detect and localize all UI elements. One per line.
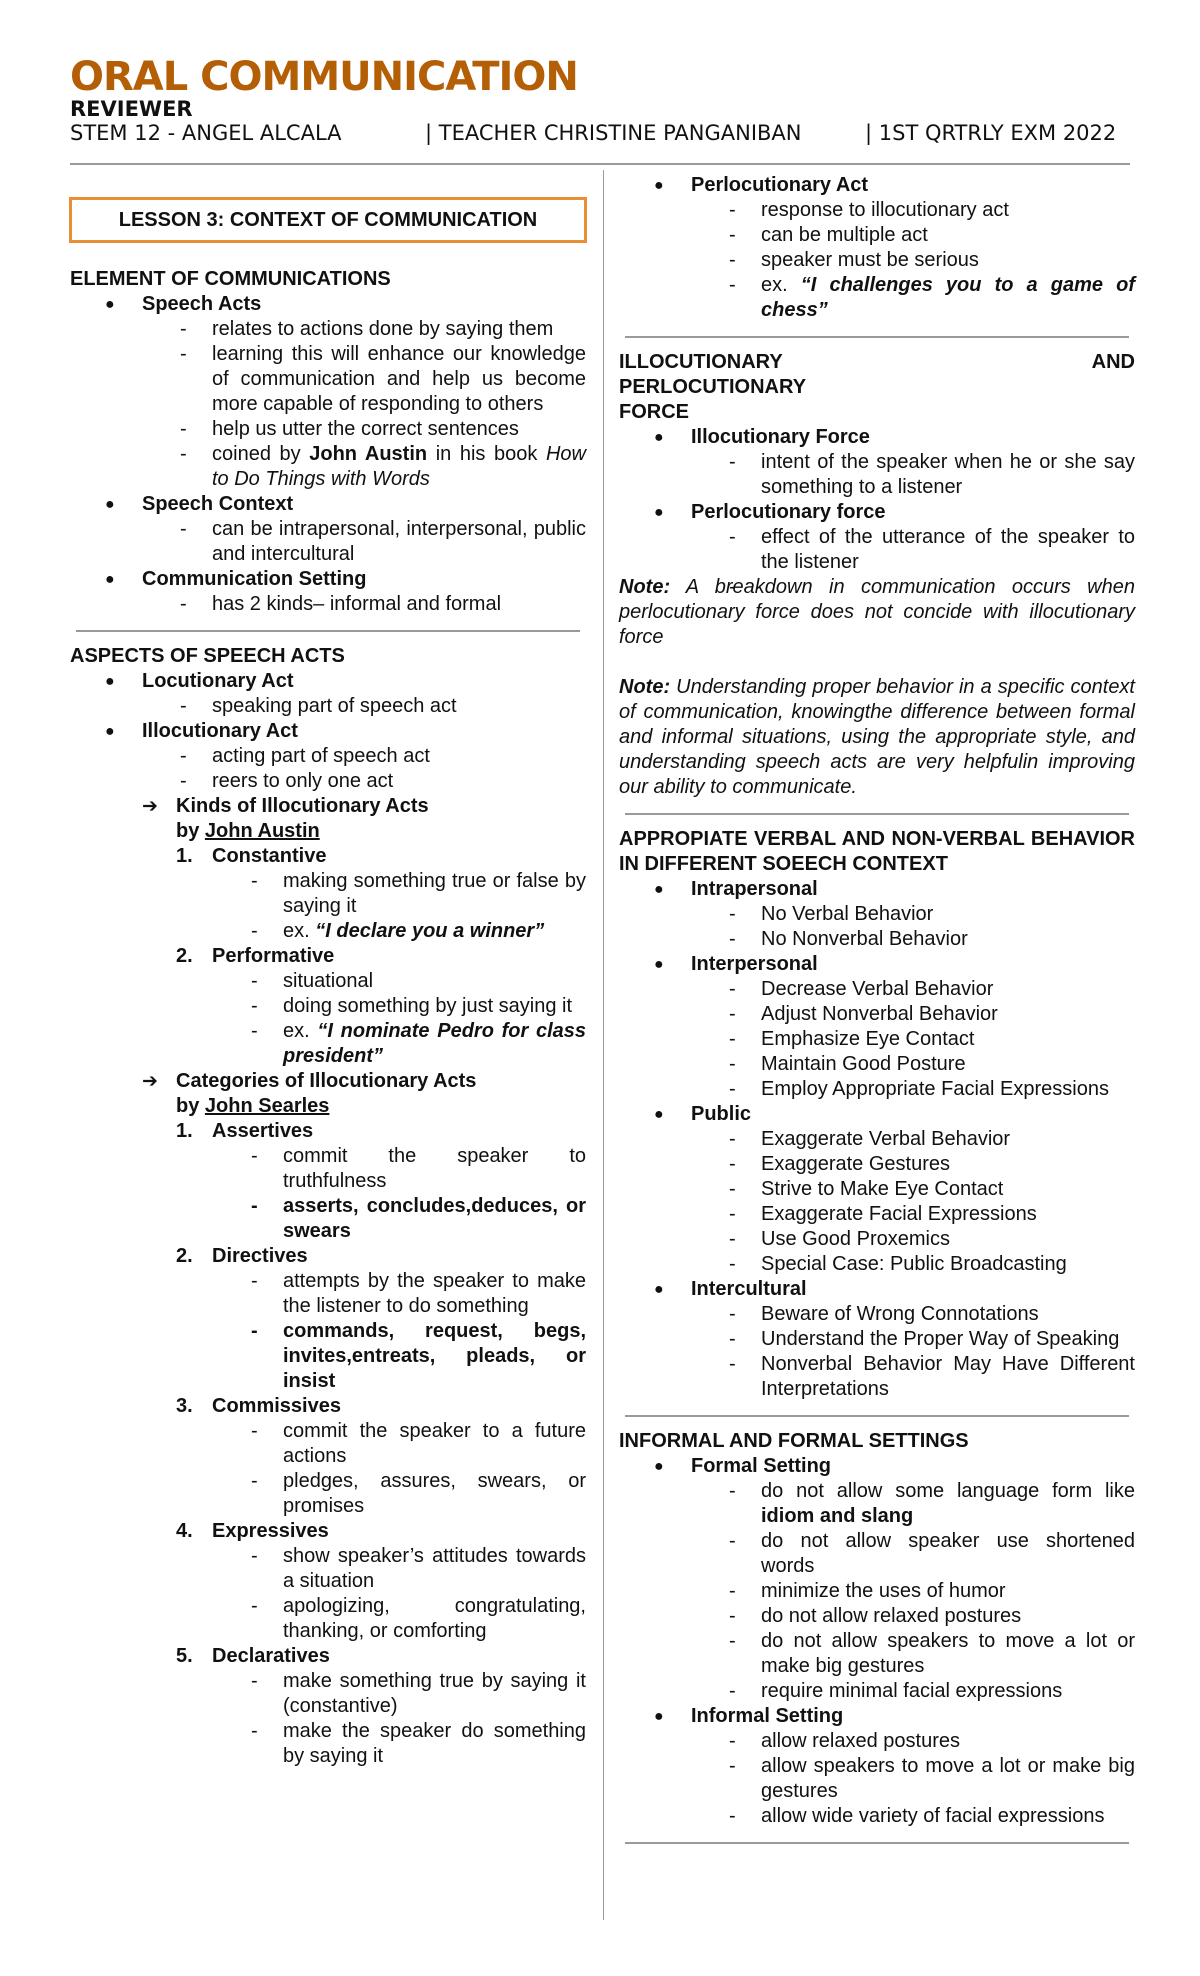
section-divider — [625, 336, 1129, 338]
dash-item: - Maintain Good Posture — [619, 1052, 1135, 1077]
dash-item: - Emphasize Eye Contact — [619, 1027, 1135, 1052]
dash-item: - can be multiple act — [619, 223, 1135, 248]
dash-item: - doing something by just saying it — [70, 994, 586, 1019]
section-heading-settings: INFORMAL AND FORMAL SETTINGS — [619, 1430, 969, 1452]
lesson-title: LESSON 3: CONTEXT OF COMMUNICATION — [118, 208, 538, 231]
dash-item: - Understand the Proper Way of Speaking — [619, 1327, 1135, 1352]
dash-item: - can be intrapersonal, interpersonal, public and intercultural — [70, 517, 586, 567]
numbered-performative: 2. Performative — [176, 945, 335, 967]
dash-item: - Adjust Nonverbal Behavior — [619, 1002, 1135, 1027]
section-heading-force: ILLOCUTIONARY AND PERLOCUTIONARY FORCE — [619, 351, 1135, 423]
dash-item: - response to illocutionary act — [619, 198, 1135, 223]
dash-item: - intent of the speaker when he or she say something to a listener — [619, 450, 1135, 500]
bullet-illocutionary-force: ● Illocutionary Force — [619, 425, 1135, 450]
header-teacher: | TEACHER CHRISTINE PANGANIBAN — [425, 121, 802, 145]
lesson-box — [69, 197, 587, 243]
section-divider — [625, 1415, 1129, 1417]
bullet-speech-acts: ● Speech Acts — [70, 292, 586, 317]
dash-item: - situational — [70, 969, 586, 994]
section-heading-elements: ELEMENT OF COMMUNICATIONS — [70, 268, 391, 290]
dash-item-coined: - coined by John Austin in his book How to Do Things with Words — [70, 442, 586, 492]
dash-item: - Exaggerate Verbal Behavior — [619, 1127, 1135, 1152]
bullet-formal-setting: ● Formal Setting — [619, 1454, 1135, 1479]
dash-item: - Nonverbal Behavior May Have Different Interpretations — [619, 1352, 1135, 1402]
numbered-directives: 2. Directives — [176, 1245, 308, 1267]
section-divider — [625, 813, 1129, 815]
arrow-categories-of-illocutionary: ➔ Categories of Illocutionary Acts by John Searles — [70, 1069, 586, 1119]
dash-item: - speaker must be serious — [619, 248, 1135, 273]
dash-item: - Use Good Proxemics — [619, 1227, 1135, 1252]
dash-item: - reers to only one act — [70, 769, 586, 794]
dash-item: - has 2 kinds– informal and formal — [70, 592, 586, 617]
dash-item: - do not allow relaxed postures — [619, 1604, 1135, 1629]
dash-item: - make something true by saying it (constantive) — [70, 1669, 586, 1719]
numbered-commissives: 3. Commissives — [176, 1395, 341, 1417]
dash-item-bold: - asserts, concludes,deduces, or swears — [70, 1194, 586, 1244]
dash-item: - help us utter the correct sentences — [70, 417, 586, 442]
dash-item-example: - ex. “I declare you a winner” — [70, 919, 586, 944]
bullet-informal-setting: ● Informal Setting — [619, 1704, 1135, 1729]
bullet-intercultural: ● Intercultural — [619, 1277, 1135, 1302]
dash-item: - Decrease Verbal Behavior — [619, 977, 1135, 1002]
section-divider — [625, 1842, 1129, 1844]
note-behavior: Note: Understanding proper behavior in a specific context of communication, knowingthe difference between formal and informal situations, using the appropriate style, and understanding speech acts are very helpfulin improving our ability to communicate. — [619, 676, 1135, 798]
dash-item: - require minimal facial expressions — [619, 1679, 1135, 1704]
section-heading-behavior: APPROPIATE VERBAL AND NON-VERBAL BEHAVIOR IN DIFFERENT SOEECH CONTEXT — [619, 828, 1135, 875]
bullet-communication-setting: ● Communication Setting — [70, 567, 586, 592]
header-divider — [70, 163, 1130, 165]
dash-item: - speaking part of speech act — [70, 694, 586, 719]
bullet-public: ● Public — [619, 1102, 1135, 1127]
dash-item: - Exaggerate Facial Expressions — [619, 1202, 1135, 1227]
numbered-expressives: 4. Expressives — [176, 1520, 329, 1542]
bullet-illocutionary: ● Illocutionary Act — [70, 719, 586, 744]
bullet-speech-context: ● Speech Context — [70, 492, 586, 517]
numbered-assertives: 1. Assertives — [176, 1120, 314, 1142]
dash-item: - minimize the uses of humor — [619, 1579, 1135, 1604]
dash-item: - acting part of speech act — [70, 744, 586, 769]
header-exam: | 1ST QRTRLY EXM 2022 — [865, 121, 1117, 145]
bullet-interpersonal: ● Interpersonal — [619, 952, 1135, 977]
right-column — [619, 173, 1135, 1856]
spacer — [619, 650, 1135, 675]
header-section-name: STEM 12 - ANGEL ALCALA — [70, 121, 342, 145]
dash-item: - apologizing, congratulating, thanking, or comforting — [70, 1594, 586, 1644]
dash-item: - commit the speaker to a future actions — [70, 1419, 586, 1469]
dash-item: - attempts by the speaker to make the listener to do something — [70, 1269, 586, 1319]
bullet-perlocutionary-force: ● Perlocutionary force — [619, 500, 1135, 525]
dash-item: - do not allow speaker use shortened words — [619, 1529, 1135, 1579]
dash-item: - do not allow speakers to move a lot or make big gestures — [619, 1629, 1135, 1679]
dash-item: - Beware of Wrong Connotations — [619, 1302, 1135, 1327]
bullet-locutionary: ● Locutionary Act — [70, 669, 586, 694]
dash-item: - allow speakers to move a lot or make big gestures — [619, 1754, 1135, 1804]
dash-item: - effect of the utterance of the speaker to the listener — [619, 525, 1135, 575]
dash-item: - making something true or false by saying it — [70, 869, 586, 919]
bullet-perlocutionary: ● Perlocutionary Act — [619, 173, 1135, 198]
section-heading-aspects: ASPECTS OF SPEECH ACTS — [70, 645, 345, 667]
dash-item-bold: - commands, request, begs, invites,entreats, pleads, or insist — [70, 1319, 586, 1394]
note-breakdown: Note: A breakdown in communication occurs when perlocutionary force does not concide with illocutionary force — [619, 576, 1135, 648]
dash-item: - make the speaker do something by saying it — [70, 1719, 586, 1769]
arrow-kinds-of-illocutionary: ➔ Kinds of Illocutionary Acts by John Austin — [70, 794, 586, 844]
dash-item: - commit the speaker to truthfulness — [70, 1144, 586, 1194]
dash-item: - No Verbal Behavior — [619, 902, 1135, 927]
dash-item: - Special Case: Public Broadcasting — [619, 1252, 1135, 1277]
dash-item: - pledges, assures, swears, or promises — [70, 1469, 586, 1519]
dash-item: - Employ Appropriate Facial Expressions — [619, 1077, 1135, 1102]
bullet-intrapersonal: ● Intrapersonal — [619, 877, 1135, 902]
numbered-constantive: 1. Constantive — [176, 845, 327, 867]
dash-item-idiom: - do not allow some language form like idiom and slang — [619, 1479, 1135, 1529]
section-divider — [76, 630, 580, 632]
dash-item: - Strive to Make Eye Contact — [619, 1177, 1135, 1202]
dash-item: - allow relaxed postures — [619, 1729, 1135, 1754]
dash-item: - allow wide variety of facial expressions — [619, 1804, 1135, 1829]
page-subtitle: REVIEWER — [70, 97, 193, 121]
dash-item: - learning this will enhance our knowledge of communication and help us become more capable of responding to others — [70, 342, 586, 417]
left-column — [70, 197, 586, 1769]
dash-item: - Exaggerate Gestures — [619, 1152, 1135, 1177]
dash-item-example: - ex. “I nominate Pedro for class president” — [70, 1019, 586, 1069]
numbered-declaratives: 5. Declaratives — [176, 1645, 330, 1667]
dash-item: - No Nonverbal Behavior — [619, 927, 1135, 952]
dash-item: - show speaker’s attitudes towards a situation — [70, 1544, 586, 1594]
column-divider — [603, 170, 604, 1920]
page-title: ORAL COMMUNICATION — [70, 54, 578, 100]
dash-item-example: - ex. “I challenges you to a game of chess” — [619, 273, 1135, 323]
dash-item: - relates to actions done by saying them — [70, 317, 586, 342]
